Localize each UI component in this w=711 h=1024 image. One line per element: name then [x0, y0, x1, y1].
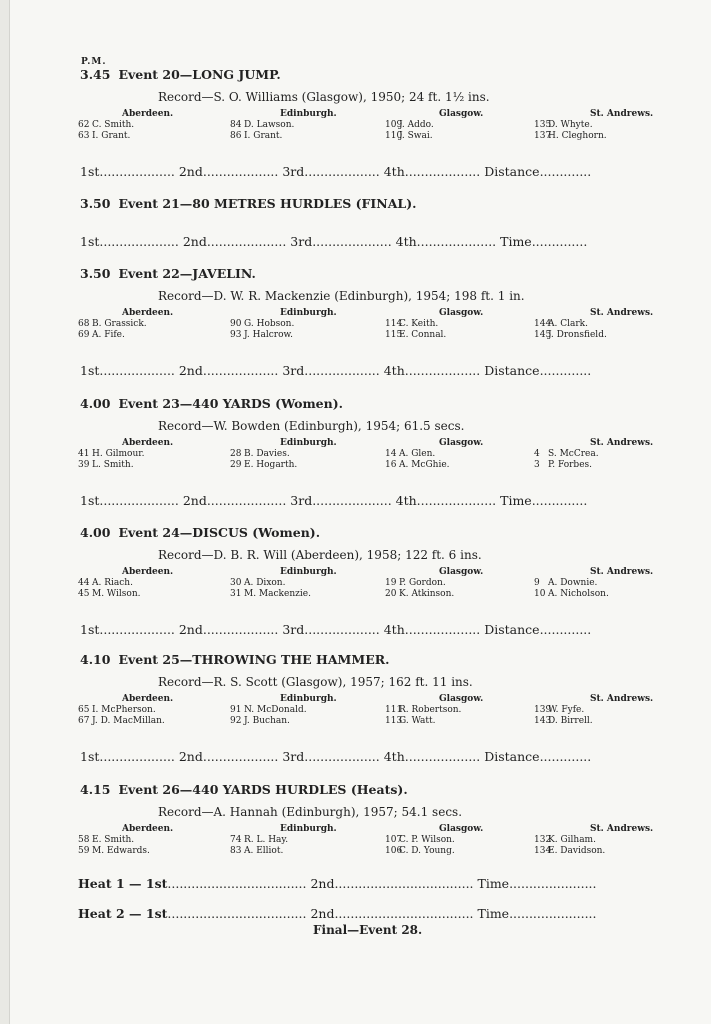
event-name: Event 22—JAVELIN. [118, 266, 256, 281]
pm-label: P.M. [81, 57, 107, 67]
competitor-entry [534, 319, 653, 330]
team-column [385, 694, 483, 727]
competitor-name: P. Forbes. [548, 460, 592, 470]
team-column [230, 824, 337, 857]
competitor-number: 90 [230, 319, 242, 329]
competitor-number: 86 [230, 131, 242, 141]
event-record: Record—S. O. Williams (Glasgow), 1950; 24 ft. 1½ ins. [158, 90, 490, 104]
competitor-number: 39 [78, 460, 90, 470]
competitor-name: A. Riach. [92, 578, 133, 588]
team-column [385, 109, 483, 142]
team-column [78, 567, 173, 600]
competitor-number: 29 [230, 460, 242, 470]
competitor-entry [385, 131, 483, 142]
team-header: Aberdeen. [122, 308, 174, 318]
competitor-number: 145 [534, 330, 552, 340]
team-column [534, 438, 653, 471]
team-header: Aberdeen. [122, 694, 174, 704]
competitor-name: L. Smith. [92, 460, 134, 470]
competitor-entry [78, 578, 173, 589]
competitor-entry [230, 846, 337, 857]
event-time: 3.50 [80, 196, 111, 211]
competitor-entry [385, 716, 483, 727]
team-column [385, 824, 483, 857]
event-record: Record—W. Bowden (Edinburgh), 1954; 61.5 secs. [158, 419, 465, 433]
result-line: 1st................... 2nd................... 3rd................... 4th................... Distance............. [80, 749, 592, 764]
event-record: Record—D. B. R. Will (Aberdeen), 1958; 122 ft. 6 ins. [158, 548, 482, 562]
competitor-entry [534, 578, 653, 589]
team-header: Aberdeen. [122, 438, 174, 448]
competitor-name: J. Swai. [399, 131, 433, 141]
competitor-name: A. Fife. [92, 330, 125, 340]
competitor-entry [78, 120, 173, 131]
competitor-name: J. Halcrow. [244, 330, 293, 340]
competitor-name: A. Elliot. [244, 846, 284, 856]
competitor-number: 132 [534, 835, 552, 845]
competitor-entry [385, 705, 483, 716]
competitor-name: K. Gilham. [548, 835, 596, 845]
competitor-entry [78, 705, 173, 716]
competitor-number: 3 [534, 460, 540, 470]
team-column [230, 567, 337, 600]
team-header: St. Andrews. [590, 109, 654, 119]
competitor-number: 28 [230, 449, 242, 459]
competitor-entry [230, 716, 337, 727]
competitor-name: C. Keith. [399, 319, 439, 329]
event-time: 4.00 [80, 525, 111, 540]
team-header: St. Andrews. [590, 567, 654, 577]
team-column [534, 308, 653, 341]
competitor-number: 106 [385, 846, 403, 856]
team-header: Glasgow. [439, 824, 484, 834]
competitor-number: 115 [385, 330, 403, 340]
competitor-number: 109 [385, 120, 403, 130]
final-note: Final—Event 28. [313, 923, 423, 937]
competitor-name: R. L. Hay. [244, 835, 289, 845]
event-title [80, 67, 281, 82]
competitor-number: 69 [78, 330, 90, 340]
competitor-number: 44 [78, 578, 90, 588]
competitor-number: 65 [78, 705, 90, 715]
team-header: St. Andrews. [590, 824, 654, 834]
competitor-name: W. Fyfe. [548, 705, 585, 715]
competitor-number: 144 [534, 319, 552, 329]
competitor-name: D. Lawson. [244, 120, 295, 130]
competitor-number: 19 [385, 578, 397, 588]
competitor-entry [78, 330, 173, 341]
team-header: Edinburgh. [280, 824, 337, 834]
competitor-entry [230, 120, 337, 131]
competitor-entry [385, 589, 483, 600]
competitor-number: 45 [78, 589, 90, 599]
heat-label: Heat 2 — 1st [78, 906, 168, 921]
team-column [78, 438, 173, 471]
competitor-number: 111 [385, 705, 403, 715]
competitor-name: D. Birrell. [548, 716, 593, 726]
competitor-entry [534, 589, 653, 600]
event-time: 4.10 [80, 652, 111, 667]
competitor-name: B. Grassick. [92, 319, 147, 329]
team-header: Edinburgh. [280, 567, 337, 577]
event-title [80, 196, 416, 211]
team-column [230, 694, 337, 727]
event-name: Event 23—440 YARDS (Women). [118, 396, 343, 411]
competitor-entry [385, 460, 483, 471]
competitor-name: E. Smith. [92, 835, 135, 845]
team-column [534, 824, 653, 857]
competitor-entry [78, 716, 173, 727]
competitor-entry [230, 131, 337, 142]
competitor-name: M. Edwards. [92, 846, 150, 856]
competitor-number: 62 [78, 120, 90, 130]
competitor-name: J. Dronsfield. [548, 330, 607, 340]
competitor-name: C. D. Young. [399, 846, 455, 856]
team-header: Aberdeen. [122, 824, 174, 834]
heat-blanks: ................................... 2nd................................... Time...................... [167, 906, 597, 921]
competitor-entry [534, 705, 653, 716]
team-header: Edinburgh. [280, 438, 337, 448]
competitor-number: 4 [534, 449, 540, 459]
competitor-entry [385, 120, 483, 131]
competitor-number: 67 [78, 716, 90, 726]
competitor-number: 93 [230, 330, 242, 340]
team-column [534, 694, 653, 727]
competitor-entry [230, 449, 337, 460]
competitor-name: E. Davidson. [548, 846, 606, 856]
competitor-number: 41 [78, 449, 90, 459]
team-header: Glasgow. [439, 567, 484, 577]
competitor-name: M. Mackenzie. [244, 589, 311, 599]
competitor-name: G. Hobson. [244, 319, 295, 329]
result-line: 1st................... 2nd................... 3rd................... 4th................... Distance............. [80, 164, 592, 179]
team-header: Edinburgh. [280, 694, 337, 704]
event-title [80, 396, 343, 411]
competitor-name: A. Dixon. [244, 578, 286, 588]
competitor-number: 59 [78, 846, 90, 856]
event-name: Event 25—THROWING THE HAMMER. [118, 652, 390, 667]
competitor-entry [385, 846, 483, 857]
competitor-number: 114 [385, 319, 403, 329]
event-title [80, 652, 389, 667]
competitor-name: E. Connal. [399, 330, 447, 340]
competitor-entry [385, 330, 483, 341]
team-column [385, 567, 483, 600]
result-line: 1st................... 2nd................... 3rd................... 4th................... Distance............. [80, 363, 592, 378]
competitor-name: A. Nicholson. [548, 589, 609, 599]
result-line: 1st.................... 2nd.................... 3rd.................... 4th.................... Time.............. [80, 493, 588, 508]
competitor-number: 83 [230, 846, 242, 856]
competitor-entry [230, 578, 337, 589]
team-header: Aberdeen. [122, 567, 174, 577]
competitor-entry [534, 835, 653, 846]
competitor-entry [385, 449, 483, 460]
competitor-entry [385, 319, 483, 330]
competitor-entry [534, 846, 653, 857]
team-header: Edinburgh. [280, 308, 337, 318]
team-header: St. Andrews. [590, 308, 654, 318]
competitor-number: 58 [78, 835, 90, 845]
competitor-name: C. P. Wilson. [399, 835, 455, 845]
event-name: Event 20—LONG JUMP. [118, 67, 281, 82]
competitor-number: 84 [230, 120, 242, 130]
competitor-number: 31 [230, 589, 242, 599]
competitor-entry [230, 705, 337, 716]
competitor-name: B. Davies. [244, 449, 290, 459]
team-column [534, 567, 653, 600]
competitor-entry [78, 460, 173, 471]
team-column [78, 308, 173, 341]
competitor-number: 14 [385, 449, 397, 459]
result-line: 1st.................... 2nd.................... 3rd.................... 4th.................... Time.............. [80, 234, 588, 249]
event-name: Event 26—440 YARDS HURDLES (Heats). [118, 782, 408, 797]
competitor-name: I. McPherson. [92, 705, 156, 715]
competitor-name: M. Wilson. [92, 589, 141, 599]
event-time: 4.00 [80, 396, 111, 411]
competitor-name: D. Whyte. [548, 120, 593, 130]
competitor-entry [230, 330, 337, 341]
competitor-name: H. Gilmour. [92, 449, 145, 459]
competitor-entry [230, 835, 337, 846]
heat-label: Heat 1 — 1st [78, 876, 168, 891]
competitor-number: 10 [534, 589, 546, 599]
competitor-name: E. Hogarth. [244, 460, 298, 470]
competitor-name: A. Downie. [548, 578, 598, 588]
heat-line [78, 876, 597, 891]
competitor-entry [230, 319, 337, 330]
heat-blanks: ................................... 2nd................................... Time...................... [167, 876, 597, 891]
event-record: Record—A. Hannah (Edinburgh), 1957; 54.1 secs. [158, 805, 463, 819]
team-column [78, 694, 173, 727]
event-title [80, 782, 408, 797]
competitor-number: 113 [385, 716, 403, 726]
competitor-name: H. Cleghorn. [548, 131, 607, 141]
team-header: St. Andrews. [590, 438, 654, 448]
team-header: Glasgow. [439, 694, 484, 704]
competitor-entry [78, 319, 173, 330]
competitor-entry [78, 131, 173, 142]
event-record: Record—R. S. Scott (Glasgow), 1957; 162 ft. 11 ins. [158, 675, 473, 689]
competitor-number: 30 [230, 578, 242, 588]
competitor-name: A. Clark. [548, 319, 588, 329]
competitor-number: 134 [534, 846, 552, 856]
competitor-number: 16 [385, 460, 397, 470]
competitor-number: 74 [230, 835, 242, 845]
competitor-entry [534, 131, 653, 142]
team-column [230, 109, 337, 142]
competitor-entry [230, 460, 337, 471]
competitor-entry [230, 589, 337, 600]
competitor-name: K. Atkinson. [399, 589, 455, 599]
competitor-number: 139 [534, 705, 552, 715]
competitor-name: J. D. MacMillan. [92, 716, 165, 726]
competitor-name: J. Addo. [399, 120, 434, 130]
page-edge [0, 0, 10, 1024]
competitor-number: 110 [385, 131, 403, 141]
competitor-entry [534, 330, 653, 341]
competitor-entry [534, 120, 653, 131]
competitor-name: G. Watt. [399, 716, 436, 726]
heat-line [78, 906, 597, 921]
team-header: Glasgow. [439, 438, 484, 448]
event-name: Event 24—DISCUS (Women). [118, 525, 321, 540]
competitor-name: I. Grant. [92, 131, 131, 141]
team-column [78, 109, 173, 142]
competitor-entry [385, 578, 483, 589]
event-name: Event 21—80 METRES HURDLES (FINAL). [118, 196, 417, 211]
competitor-entry [78, 846, 173, 857]
result-line: 1st................... 2nd................... 3rd................... 4th................... Distance............. [80, 622, 592, 637]
competitor-name: A. McGhie. [399, 460, 450, 470]
competitor-entry [534, 460, 653, 471]
competitor-number: 143 [534, 716, 552, 726]
competitor-number: 68 [78, 319, 90, 329]
event-record: Record—D. W. R. Mackenzie (Edinburgh), 1954; 198 ft. 1 in. [158, 289, 525, 303]
team-header: Edinburgh. [280, 109, 337, 119]
competitor-name: P. Gordon. [399, 578, 446, 588]
competitor-number: 92 [230, 716, 242, 726]
team-column [78, 824, 173, 857]
competitor-name: I. Grant. [244, 131, 283, 141]
team-column [385, 308, 483, 341]
competitor-entry [534, 449, 653, 460]
competitor-entry [78, 589, 173, 600]
event-time: 3.45 [80, 67, 111, 82]
competitor-number: 20 [385, 589, 397, 599]
competitor-name: R. Robertson. [399, 705, 462, 715]
competitor-name: C. Smith. [92, 120, 135, 130]
competitor-name: S. McCrea. [548, 449, 599, 459]
competitor-name: N. McDonald. [244, 705, 307, 715]
event-time: 3.50 [80, 266, 111, 281]
team-header: St. Andrews. [590, 694, 654, 704]
competitor-number: 137 [534, 131, 552, 141]
competitor-number: 63 [78, 131, 90, 141]
competitor-name: A. Glen. [399, 449, 436, 459]
team-column [230, 308, 337, 341]
event-title [80, 266, 256, 281]
team-column [534, 109, 653, 142]
competitor-number: 107 [385, 835, 403, 845]
event-time: 4.15 [80, 782, 111, 797]
competitor-name: J. Buchan. [244, 716, 290, 726]
team-column [385, 438, 483, 471]
team-header: Aberdeen. [122, 109, 174, 119]
competitor-entry [78, 835, 173, 846]
event-title [80, 525, 320, 540]
competitor-entry [534, 716, 653, 727]
team-column [230, 438, 337, 471]
team-header: Glasgow. [439, 109, 484, 119]
competitor-entry [78, 449, 173, 460]
competitor-number: 135 [534, 120, 552, 130]
competitor-number: 9 [534, 578, 540, 588]
competitor-number: 91 [230, 705, 242, 715]
competitor-entry [385, 835, 483, 846]
team-header: Glasgow. [439, 308, 484, 318]
